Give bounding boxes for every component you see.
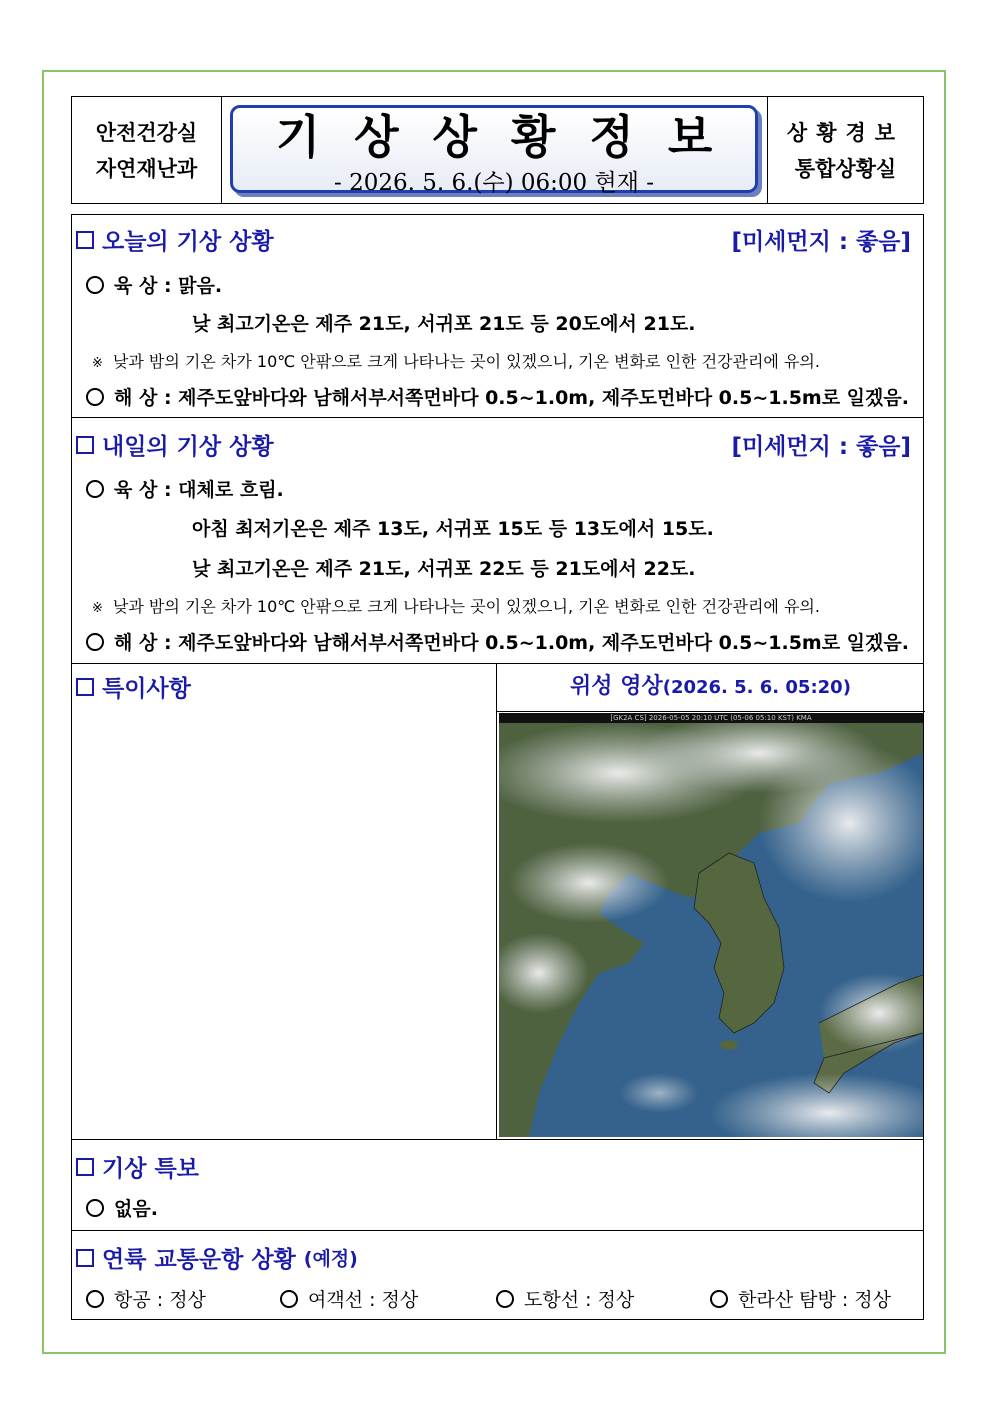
tomorrow-title: [76, 428, 274, 461]
note-mark: ※: [92, 356, 103, 371]
document-body: [71, 214, 924, 1320]
traffic-title: [76, 1241, 358, 1274]
traffic-title-text: 연륙 교통운항 상황: [102, 1247, 296, 1273]
checkbox-icon: [76, 436, 94, 454]
department-block: [72, 97, 222, 203]
document-header: [71, 96, 924, 204]
traffic-item-label: 항공 : 정상: [114, 1289, 206, 1311]
tomorrow-sea: [86, 628, 909, 655]
today-land: [86, 271, 222, 298]
traffic-section: [72, 1230, 923, 1319]
warning-title-text: 기상 특보: [102, 1156, 199, 1182]
satellite-image: [499, 713, 923, 1137]
tomorrow-land-detail1: 아침 최저기온은 제주 13도, 서귀포 15도 등 13도에서 15도.: [192, 518, 714, 540]
today-title: [76, 223, 274, 256]
traffic-item-label: 한라산 탐방 : 정상: [738, 1289, 891, 1311]
traffic-item-island-ferry: [496, 1285, 634, 1312]
warning-value-text: 없음.: [114, 1198, 158, 1220]
today-sea: [86, 383, 909, 410]
traffic-item-label: 도항선 : 정상: [524, 1289, 635, 1311]
department-line1: 안전건강실: [95, 121, 198, 145]
office-line1: 상황경보: [786, 121, 905, 145]
checkbox-icon: [76, 1158, 94, 1176]
traffic-item-ferry: [280, 1285, 418, 1312]
satellite-map: [499, 713, 923, 1137]
special-title-text: 특이사항: [102, 676, 191, 702]
tomorrow-land: [86, 475, 284, 502]
circle-bullet-icon: [86, 633, 104, 651]
satellite-divider: [496, 711, 925, 712]
circle-bullet-icon: [86, 1199, 104, 1217]
tomorrow-note-text: 낮과 밤의 기온 차가 10℃ 안팎으로 크게 나타나는 곳이 있겠으니, 기온 변화로 인한 건강관리에 유의.: [112, 597, 820, 616]
note-mark: ※: [92, 601, 103, 616]
tomorrow-land-value: 대체로 흐림.: [178, 479, 284, 501]
traffic-item-hallasan: [710, 1285, 891, 1312]
circle-bullet-icon: [496, 1290, 514, 1308]
tomorrow-sea-label: 해 상 :: [114, 632, 172, 654]
today-section: [72, 215, 923, 413]
today-sea-value: 제주도앞바다와 남해서부서쪽먼바다 0.5~1.0m, 제주도먼바다 0.5~1.5m로 일겠음.: [178, 387, 909, 409]
tomorrow-land-label: 육 상 :: [114, 479, 172, 501]
circle-bullet-icon: [86, 1290, 104, 1308]
today-land-label: 육 상 :: [114, 275, 172, 297]
tomorrow-sea-value: 제주도앞바다와 남해서부서쪽먼바다 0.5~1.0m, 제주도먼바다 0.5~1.5m로 일겠음.: [178, 632, 909, 654]
checkbox-icon: [76, 231, 94, 249]
document-date: - 2026. 5. 6.(수) 06:00 현재 -: [333, 170, 655, 196]
warning-section: [72, 1139, 923, 1231]
tomorrow-dust: [미세먼지 : 좋음]: [731, 434, 911, 460]
today-note-text: 낮과 밤의 기온 차가 10℃ 안팎으로 크게 나타나는 곳이 있겠으니, 기온 변화로 인한 건강관리에 유의.: [112, 352, 820, 371]
circle-bullet-icon: [86, 276, 104, 294]
today-land-detail1: 낮 최고기온은 제주 21도, 서귀포 21도 등 20도에서 21도.: [192, 313, 696, 335]
traffic-item-label: 여객선 : 정상: [308, 1289, 419, 1311]
circle-bullet-icon: [86, 388, 104, 406]
today-land-value: 맑음.: [178, 275, 223, 297]
office-line2: 통합상황실: [794, 157, 897, 181]
today-dust: [미세먼지 : 좋음]: [731, 229, 911, 255]
tomorrow-title-text: 내일의 기상 상황: [102, 434, 274, 460]
tomorrow-section: [72, 417, 923, 663]
circle-bullet-icon: [280, 1290, 298, 1308]
checkbox-icon: [76, 678, 94, 696]
special-title: [76, 670, 191, 703]
traffic-title-suffix: (예정): [303, 1248, 358, 1270]
checkbox-icon: [76, 1249, 94, 1267]
circle-bullet-icon: [86, 480, 104, 498]
traffic-item-air: [86, 1285, 206, 1312]
circle-bullet-icon: [710, 1290, 728, 1308]
today-title-text: 오늘의 기상 상황: [102, 229, 274, 255]
tomorrow-land-detail2: 낮 최고기온은 제주 21도, 서귀포 22도 등 21도에서 22도.: [192, 558, 696, 580]
today-note: [92, 349, 820, 372]
document-title: 기상상황정보: [275, 110, 747, 164]
satellite-title: [498, 663, 923, 711]
warning-title: [76, 1150, 199, 1183]
warning-value: [86, 1194, 158, 1221]
satellite-caption: [GK2A CS] 2026-05-05 20:10 UTC (05-06 05:10 KST) KMA: [499, 713, 923, 723]
tomorrow-note: [92, 594, 820, 617]
title-box: [230, 105, 758, 196]
satellite-time: (2026. 5. 6. 05:20): [662, 677, 851, 698]
satellite-title-text: 위성 영상: [570, 674, 663, 699]
today-sea-label: 해 상 :: [114, 387, 172, 409]
department-line2: 자연재난과: [95, 157, 198, 181]
office-block: [767, 97, 923, 203]
column-divider: [496, 663, 497, 1139]
